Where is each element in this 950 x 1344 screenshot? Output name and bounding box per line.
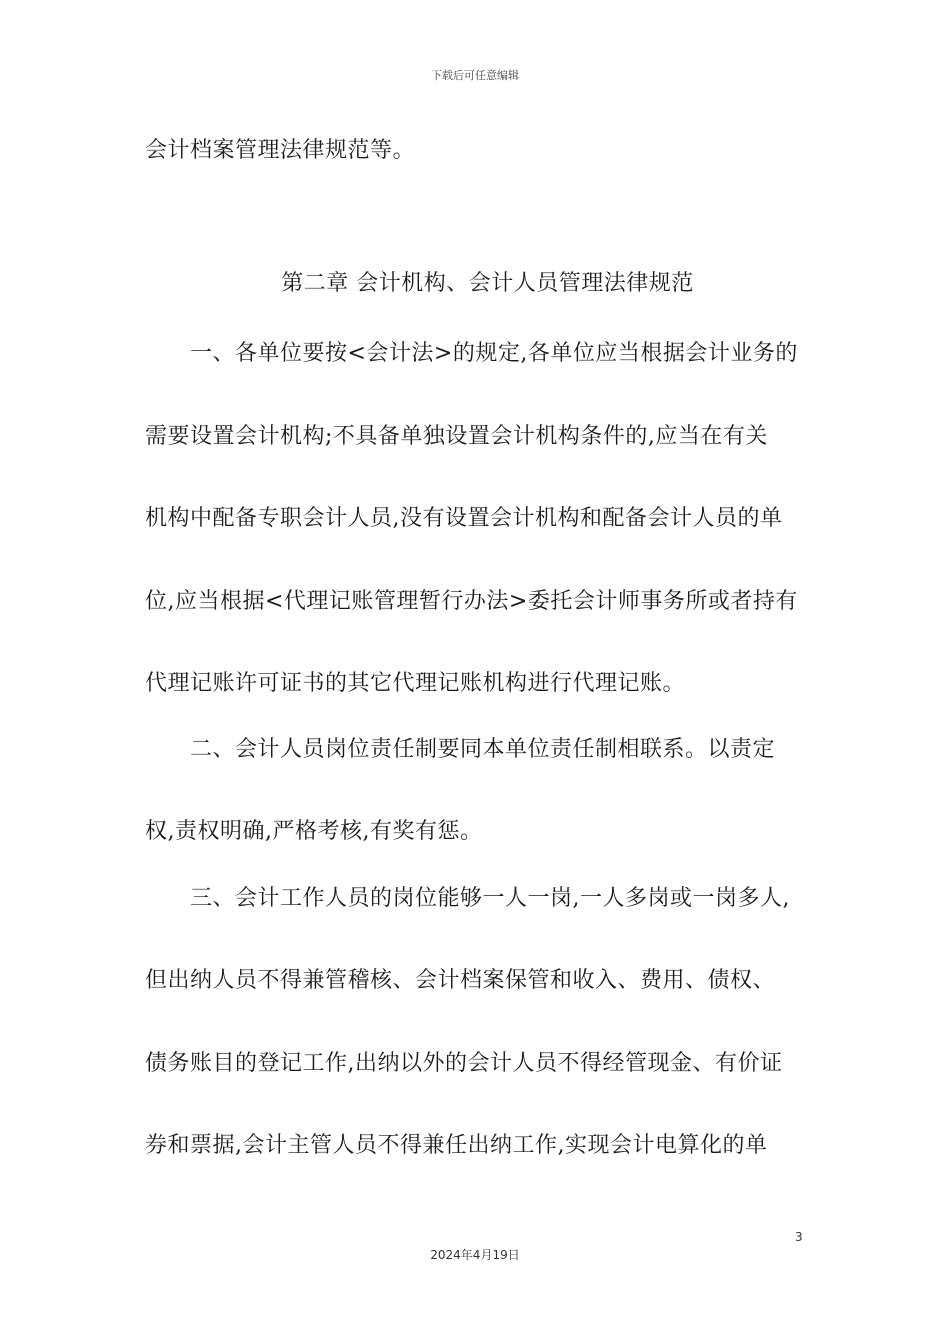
paragraph-line: 需要设置会计机构;不具备单独设置会计机构条件的,应当在有关 — [145, 424, 768, 449]
paragraph-line: 券和票据,会计主管人员不得兼任出纳工作,实现会计电算化的单 — [145, 1133, 768, 1158]
paragraph-line: 一、各单位要按<会计法>的规定,各单位应当根据会计业务的 — [190, 341, 798, 366]
paragraph-line: 但出纳人员不得兼管稽核、会计档案保管和收入、费用、债权、 — [145, 968, 776, 993]
paragraph-line: 二、会计人员岗位责任制要同本单位责任制相联系。以责定 — [190, 737, 776, 762]
paragraph-line: 三、会计工作人员的岗位能够一人一岗,一人多岗或一岗多人, — [190, 886, 790, 911]
header-note: 下载后可任意编辑 — [431, 69, 519, 82]
paragraph-line: 债务账目的登记工作,出纳以外的会计人员不得经管现金、有价证 — [145, 1051, 783, 1076]
chapter-title: 第二章 会计机构、会计人员管理法律规范 — [281, 271, 694, 296]
footer-date: 2024年4月19日 — [430, 1248, 520, 1262]
paragraph-line: 位,应当根据<代理记账管理暂行办法>委托会计师事务所或者持有 — [145, 589, 798, 614]
intro-line: 会计档案管理法律规范等。 — [145, 138, 416, 163]
page-number: 3 — [795, 1230, 803, 1244]
paragraph-line: 权,责权明确,严格考核,有奖有惩。 — [145, 819, 483, 844]
paragraph-line: 机构中配备专职会计人员,没有设置会计机构和配备会计人员的单 — [145, 506, 783, 531]
paragraph-line: 代理记账许可证书的其它代理记账机构进行代理记账。 — [145, 671, 686, 696]
